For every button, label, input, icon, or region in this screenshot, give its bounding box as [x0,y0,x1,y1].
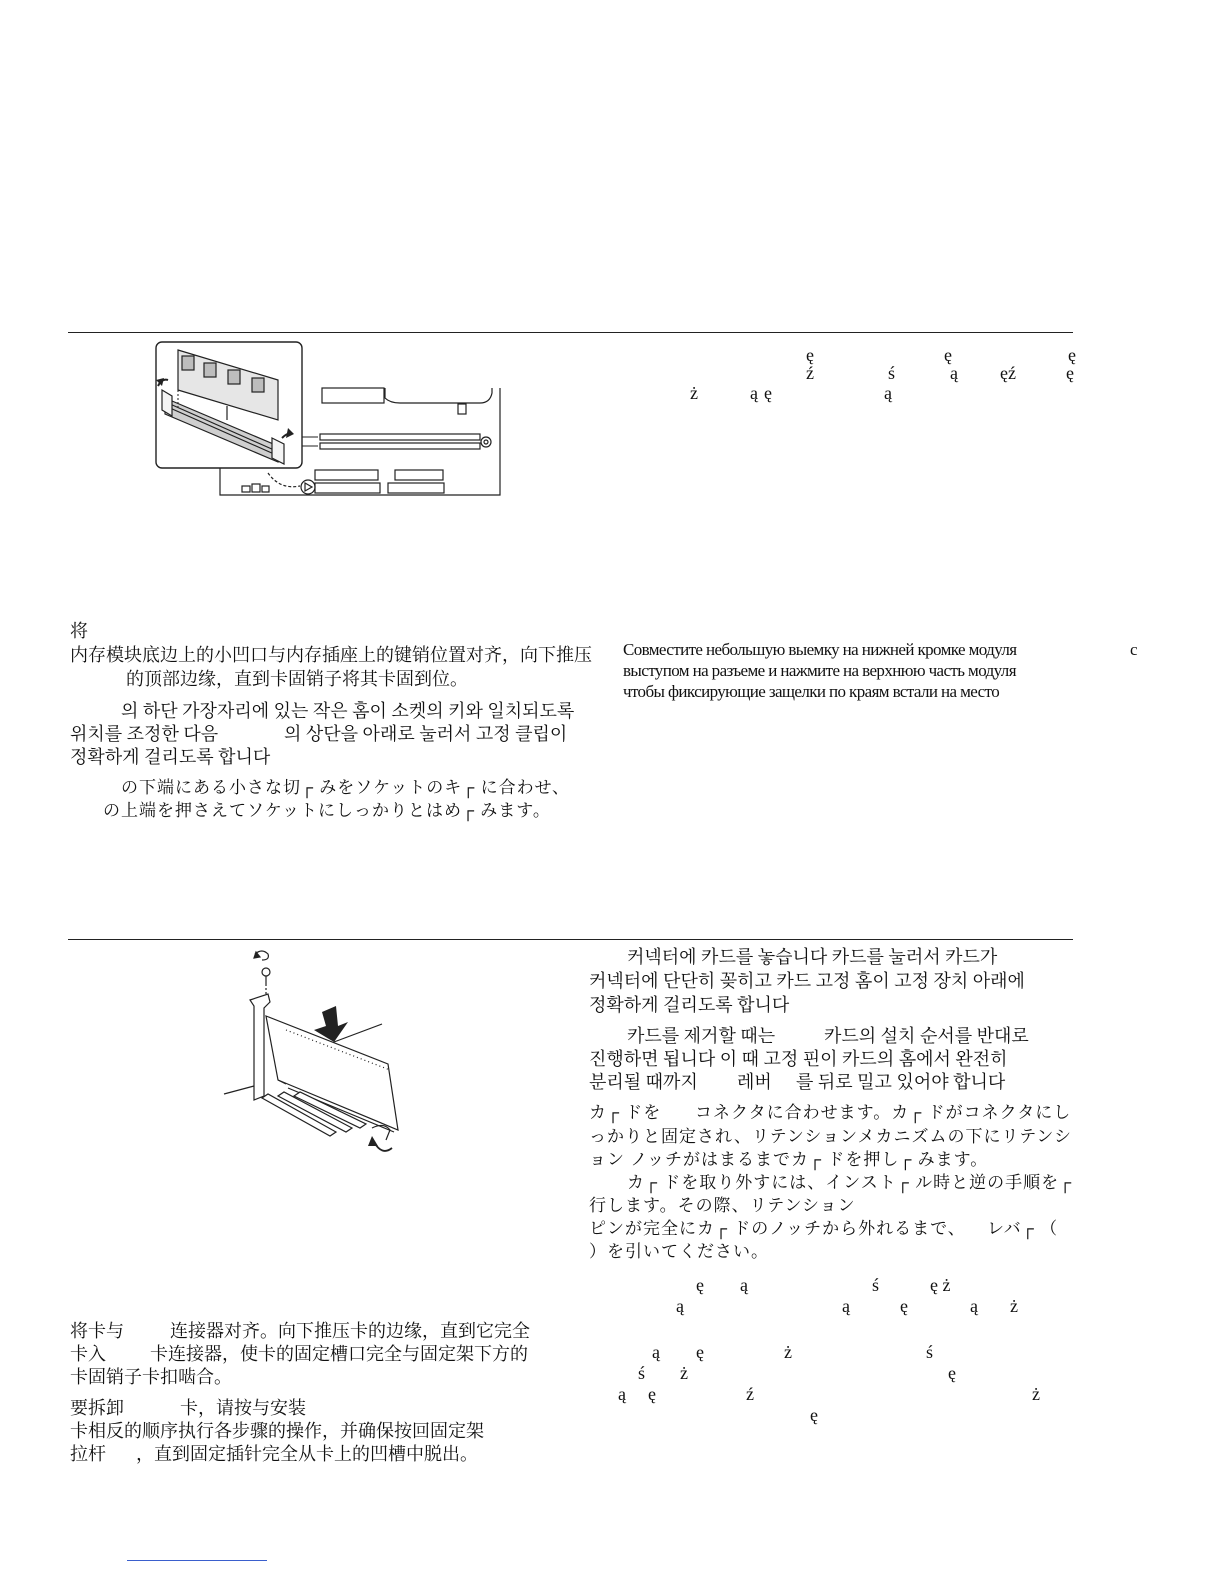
footer-link-underline[interactable] [127,1560,267,1561]
zh-line-2: 的顶部边缘，直到卡固销子将其卡固到位。 [126,669,468,689]
ja-line-2: の上端を押さえてソケットにしっかりとはめ┌ みます。 [103,801,551,820]
s2-ko-line-4a: 카드를 제거할 때는 [627,1026,776,1046]
s2-pl-line-3d: ś [926,1342,934,1362]
s2-zh-line-5: 卡相反的顺序执行各步骤的操作，并确保按回固定架 [70,1421,484,1441]
s2-zh-line-2a: 卡入 [70,1344,106,1364]
ko-line-2a: 위치를 조정한 다음 [70,724,219,744]
s2-ja-line-5: 行します。その際、リテンション [589,1196,856,1215]
s2-pl-line-2c: ę [900,1296,908,1316]
pl-line-1-c: ę [1068,345,1076,365]
s2-ja-line-4: カ┌ ドを取り外すには、インスト┌ ル時と逆の手順を┌ [627,1173,1073,1192]
s2-zh-line-4b: 卡，请按与安装 [180,1398,306,1418]
s2-zh-line-6b: ，直到固定插针完全从卡上的凹槽中脱出。 [136,1444,478,1464]
s2-ko-line-6a: 분리될 때까지 [589,1072,698,1092]
s2-pl-line-2d: ą [970,1296,978,1316]
s2-ko-line-3: 정확하게 걸리도록 합니다 [589,995,790,1015]
ja-line-1: の下端にある小さな切┌ みをソケットのキ┌ に合わせ、 [121,778,571,797]
s2-pl-line-3a: ą [652,1342,660,1362]
s2-pl-line-1b: ą [740,1275,748,1295]
s2-pl-line-4b: ż [680,1363,688,1383]
pl-line-1-a: ę [806,345,814,365]
memory-install-figure [150,338,510,503]
s2-pl-line-4c: ę [948,1363,956,1383]
s2-pl-line-3b: ę [696,1342,704,1362]
pl-line-2-a: ź [806,363,814,383]
s2-ja-line-1b: コネクタに合わせます。カ┌ ドがコネクタにし [695,1103,1072,1122]
s2-ja-line-6a: ピンが完全にカ┌ ドのノッチから外れるまで、 [589,1219,966,1238]
ru-line-1: Совместите небольшую выемку на нижней кромке модуля [623,640,1017,659]
pl-line-2-b: ś [888,363,896,383]
ko-line-3: 정확하게 걸리도록 합니다 [70,747,271,767]
s2-ja-line-6b: レバ┌ （ [987,1219,1059,1238]
s2-zh-line-2b: 卡连接器，使卡的固定槽口完全与固定架下方的 [150,1344,528,1364]
pl-line-2-e: ę [1066,363,1074,383]
pl-line-3-c: ą [884,383,892,403]
zh-line-1: 内存模块底边上的小凹口与内存插座上的键销位置对齐，向下推压 [70,645,592,665]
ru-line-3: чтобы фиксирующие защелки по краям встали на место [623,682,1000,701]
s2-ko-line-2: 커넥터에 단단히 꽂히고 카드 고정 홈이 고정 장치 아래에 [589,971,1025,991]
s2-zh-line-6a: 拉杆 [70,1444,106,1464]
s2-pl-line-6a: ę [810,1405,818,1425]
s2-ja-line-3: ョン ノッチがはまるまでカ┌ ドを押し┌ みます。 [589,1150,989,1169]
section-divider-middle [68,939,1073,940]
s2-ko-line-6b: 레버 [737,1072,772,1092]
s2-pl-line-5d: ż [1032,1384,1040,1404]
card-install-figure [218,946,418,1166]
s2-zh-line-1a: 将卡与 [70,1321,124,1341]
s2-pl-line-2a: ą [676,1296,684,1316]
s2-pl-line-4a: ś [638,1363,646,1383]
s2-pl-line-5c: ź [746,1384,754,1404]
s2-zh-line-4a: 要拆卸 [70,1398,124,1418]
s2-ja-line-2: っかりと固定され、リテンションメカニズムの下にリテンシ [589,1127,1072,1146]
s2-pl-line-3c: ż [784,1342,792,1362]
s2-pl-line-2b: ą [842,1296,850,1316]
pl-line-1-b: ę [944,345,952,365]
s2-ko-line-4b: 카드의 설치 순서를 반대로 [824,1026,1029,1046]
s2-pl-line-2e: ż [1010,1296,1018,1316]
pl-line-3-a: ż [690,383,698,403]
ru-line-2: выступом на разъеме и нажмите на верхнюю часть модуля [623,661,1016,680]
s2-ja-line-7: ）を引いてください。 [589,1242,769,1261]
s2-pl-line-1d: ę ż [930,1275,951,1295]
pl-line-2-c: ą [950,363,958,383]
pl-line-3-b: ąę [750,383,778,403]
s2-pl-line-1a: ę [696,1275,704,1295]
pl-line-2-d: ęź [1000,363,1016,383]
s2-pl-line-5a: ą [618,1384,626,1404]
s2-ko-line-6c: 를 뒤로 밀고 있어야 합니다 [796,1072,1006,1092]
zh-heading: 将 [70,621,88,641]
ko-line-1: 의 하단 가장자리에 있는 작은 홈이 소켓의 키와 일치되도록 [121,701,575,721]
s2-ko-line-1: 커넥터에 카드를 놓습니다 카드를 눌러서 카드가 [627,947,998,967]
s2-pl-line-1c: ś [872,1275,880,1295]
s2-zh-line-1b: 连接器对齐。向下推压卡的边缘，直到它完全 [170,1321,530,1341]
ru-line-1b: с [1130,640,1137,659]
s2-zh-line-3: 卡固销子卡扣啮合。 [70,1367,232,1387]
s2-ja-line-1a: カ┌ ドを [589,1103,662,1122]
ko-line-2b: 의 상단을 아래로 눌러서 고정 클립이 [284,724,568,744]
s2-ko-line-5: 진행하면 됩니다 이 때 고정 핀이 카드의 홈에서 완전히 [589,1049,1008,1069]
section-divider-top [68,332,1073,333]
s2-pl-line-5b: ę [648,1384,656,1404]
